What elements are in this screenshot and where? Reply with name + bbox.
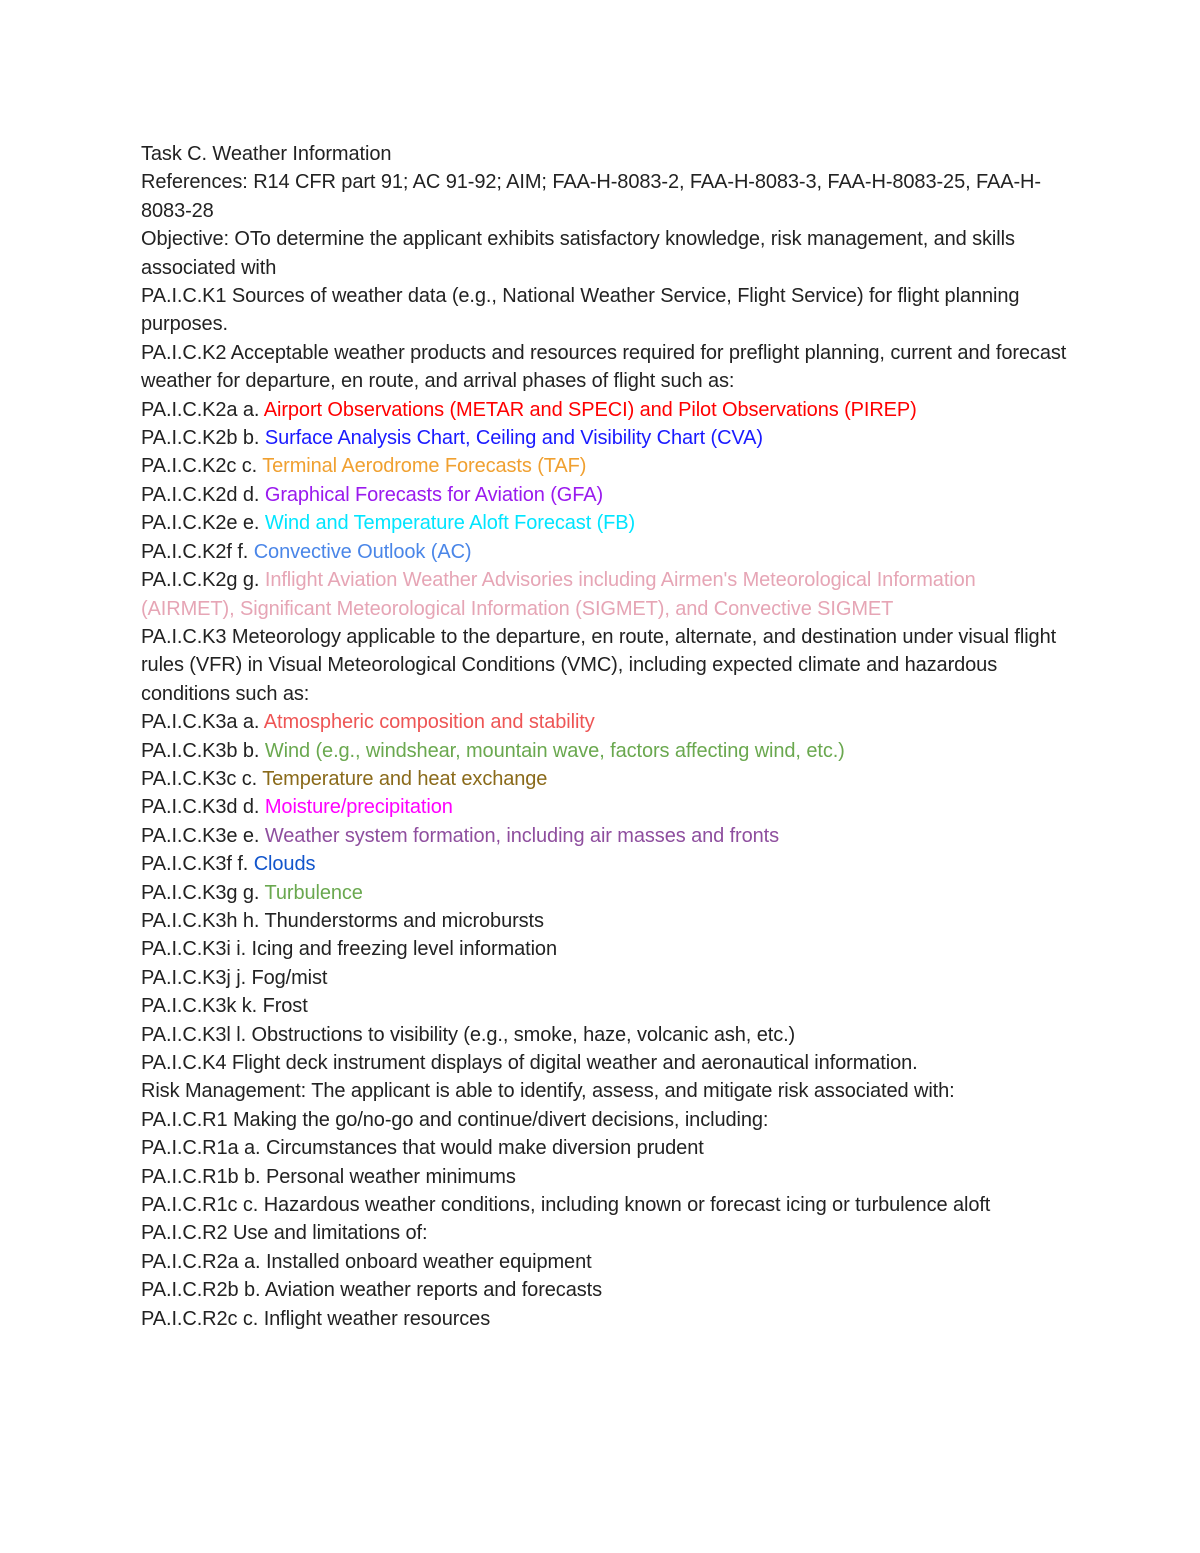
k3-item [141,992,1071,1020]
k2-item-text: Surface Analysis Chart, Ceiling and Visibility Chart (CVA) [264,427,763,450]
k2-item [141,424,1071,452]
k3-item [141,850,1071,878]
k2-item [141,396,1071,424]
objective: Objective: OTo determine the applicant exhibits satisfactory knowledge, risk management, and skills associated with [141,228,1015,279]
k3-item-text: Frost [262,995,308,1018]
k2-item-prefix: PA.I.C.K2b b. [141,427,265,450]
risk-r1: PA.I.C.R1 Making the go/no-go and continue/divert decisions, including: [141,1108,769,1131]
k3-item-prefix: PA.I.C.K3i i. [141,938,252,961]
k3-item-text: Temperature and heat exchange [262,767,548,790]
k3-item [141,822,1071,850]
r2-item: PA.I.C.R2a a. Installed onboard weather equipment [141,1250,592,1273]
k3-item-text: Fog/mist [251,966,328,989]
k3-item [141,793,1071,821]
k3-item [141,708,1071,736]
k3-item-text: Icing and freezing level information [251,938,557,961]
k3-item-prefix: PA.I.C.K3b b. [141,739,265,762]
k2-item [141,509,1071,537]
document-page [141,140,1071,1333]
task-title: Task C. Weather Information [141,143,392,165]
k3-item-text: Wind (e.g., windshear, mountain wave, factors affecting wind, etc.) [264,739,845,762]
knowledge-k1: PA.I.C.K1 Sources of weather data (e.g., National Weather Service, Flight Service) for flight planning purposes. [141,285,1020,336]
r2-item: PA.I.C.R2b b. Aviation weather reports and forecasts [141,1279,602,1302]
k2-item-text: Terminal Aerodrome Forecasts (TAF) [262,455,587,478]
k3-item-prefix: PA.I.C.K3l l. [141,1023,252,1046]
r2-item: PA.I.C.R2c c. Inflight weather resources [141,1307,491,1330]
k3-item [141,907,1071,935]
k3-item [141,879,1071,907]
k3-item-prefix: PA.I.C.K3f f. [141,853,254,876]
references: References: R14 CFR part 91; AC 91-92; AIM; FAA-H-8083-2, FAA-H-8083-3, FAA-H-8083-25, FAA-H-8083-28 [141,171,1041,222]
k2-item-text: Wind and Temperature Aloft Forecast (FB) [264,512,636,535]
k3-item-text: Thunderstorms and microbursts [264,909,544,932]
k2-item-text: Airport Observations (METAR and SPECI) and Pilot Observations (PIREP) [263,398,917,421]
k3-item-text: Obstructions to visibility (e.g., smoke, haze, volcanic ash, etc.) [251,1023,796,1046]
r1-item: PA.I.C.R1b b. Personal weather minimums [141,1165,516,1188]
r1-item: PA.I.C.R1c c. Hazardous weather conditions, including known or forecast icing or turbulence aloft [141,1194,991,1217]
k3-item-prefix: PA.I.C.K3d d. [141,796,265,819]
k3-item-prefix: PA.I.C.K3k k. [141,995,263,1018]
k3-item-text: Clouds [253,853,316,876]
k3-item-prefix: PA.I.C.K3h h. [141,909,265,932]
k3-item-text: Weather system formation, including air masses and fronts [264,824,780,847]
k3-item-prefix: PA.I.C.K3e e. [141,824,265,847]
k3-item-text: Moisture/precipitation [264,796,453,819]
k2-item-prefix: PA.I.C.K2c c. [141,455,263,478]
k3-item-text: Atmospheric composition and stability [263,711,595,734]
knowledge-k2: PA.I.C.K2 Acceptable weather products and resources required for preflight planning, current and forecast [141,341,1067,364]
k2-item-prefix: PA.I.C.K2f f. [141,540,254,563]
k2-item-prefix: PA.I.C.K2e e. [141,512,265,535]
risk-management-heading: Risk Management: The applicant is able to identify, assess, and mitigate risk associated with: [141,1080,955,1103]
k2-item-prefix: PA.I.C.K2g g. [141,569,265,592]
k2-item [141,481,1071,509]
knowledge-k4: PA.I.C.K4 Flight deck instrument displays of digital weather and aeronautical information. [141,1052,918,1074]
k3-item [141,737,1071,765]
k3-item [141,765,1071,793]
k2-item-prefix: PA.I.C.K2d d. [141,483,265,506]
k3-item-prefix: PA.I.C.K3a a. [141,711,264,734]
k3-item-text: Turbulence [264,881,363,904]
k3-item-prefix: PA.I.C.K3c c. [141,767,263,790]
k2-item-text: Graphical Forecasts for Aviation (GFA) [264,483,604,506]
k2-item-prefix: PA.I.C.K2a a. [141,398,264,421]
k3-item [141,1021,1071,1049]
r1-item: PA.I.C.R1a a. Circumstances that would make diversion prudent [141,1137,704,1160]
k2-item [141,538,1071,566]
k2-item-text: Inflight Aviation Weather Advisories including Airmen's Meteorological Information (AIRMET), Significant Meteorological Information (SIGMET), and Convective SIGMET [141,569,976,620]
k3-item-prefix: PA.I.C.K3j j. [141,966,252,989]
k3-item-prefix: PA.I.C.K3g g. [141,881,265,904]
k2-item-text: Convective Outlook (AC) [253,540,472,563]
k3-item [141,935,1071,963]
risk-r2: PA.I.C.R2 Use and limitations of: [141,1222,428,1245]
knowledge-k2-continued: weather for departure, en route, and arrival phases of flight such as: [141,370,735,393]
k2-item [141,566,1071,623]
k2-item [141,452,1071,480]
knowledge-k3: PA.I.C.K3 Meteorology applicable to the departure, en route, alternate, and destination under visual flight rules (VFR) in Visual Meteorological Conditions (VMC), including expected climate and hazardous conditions such as: [141,625,1057,705]
k3-item [141,964,1071,992]
